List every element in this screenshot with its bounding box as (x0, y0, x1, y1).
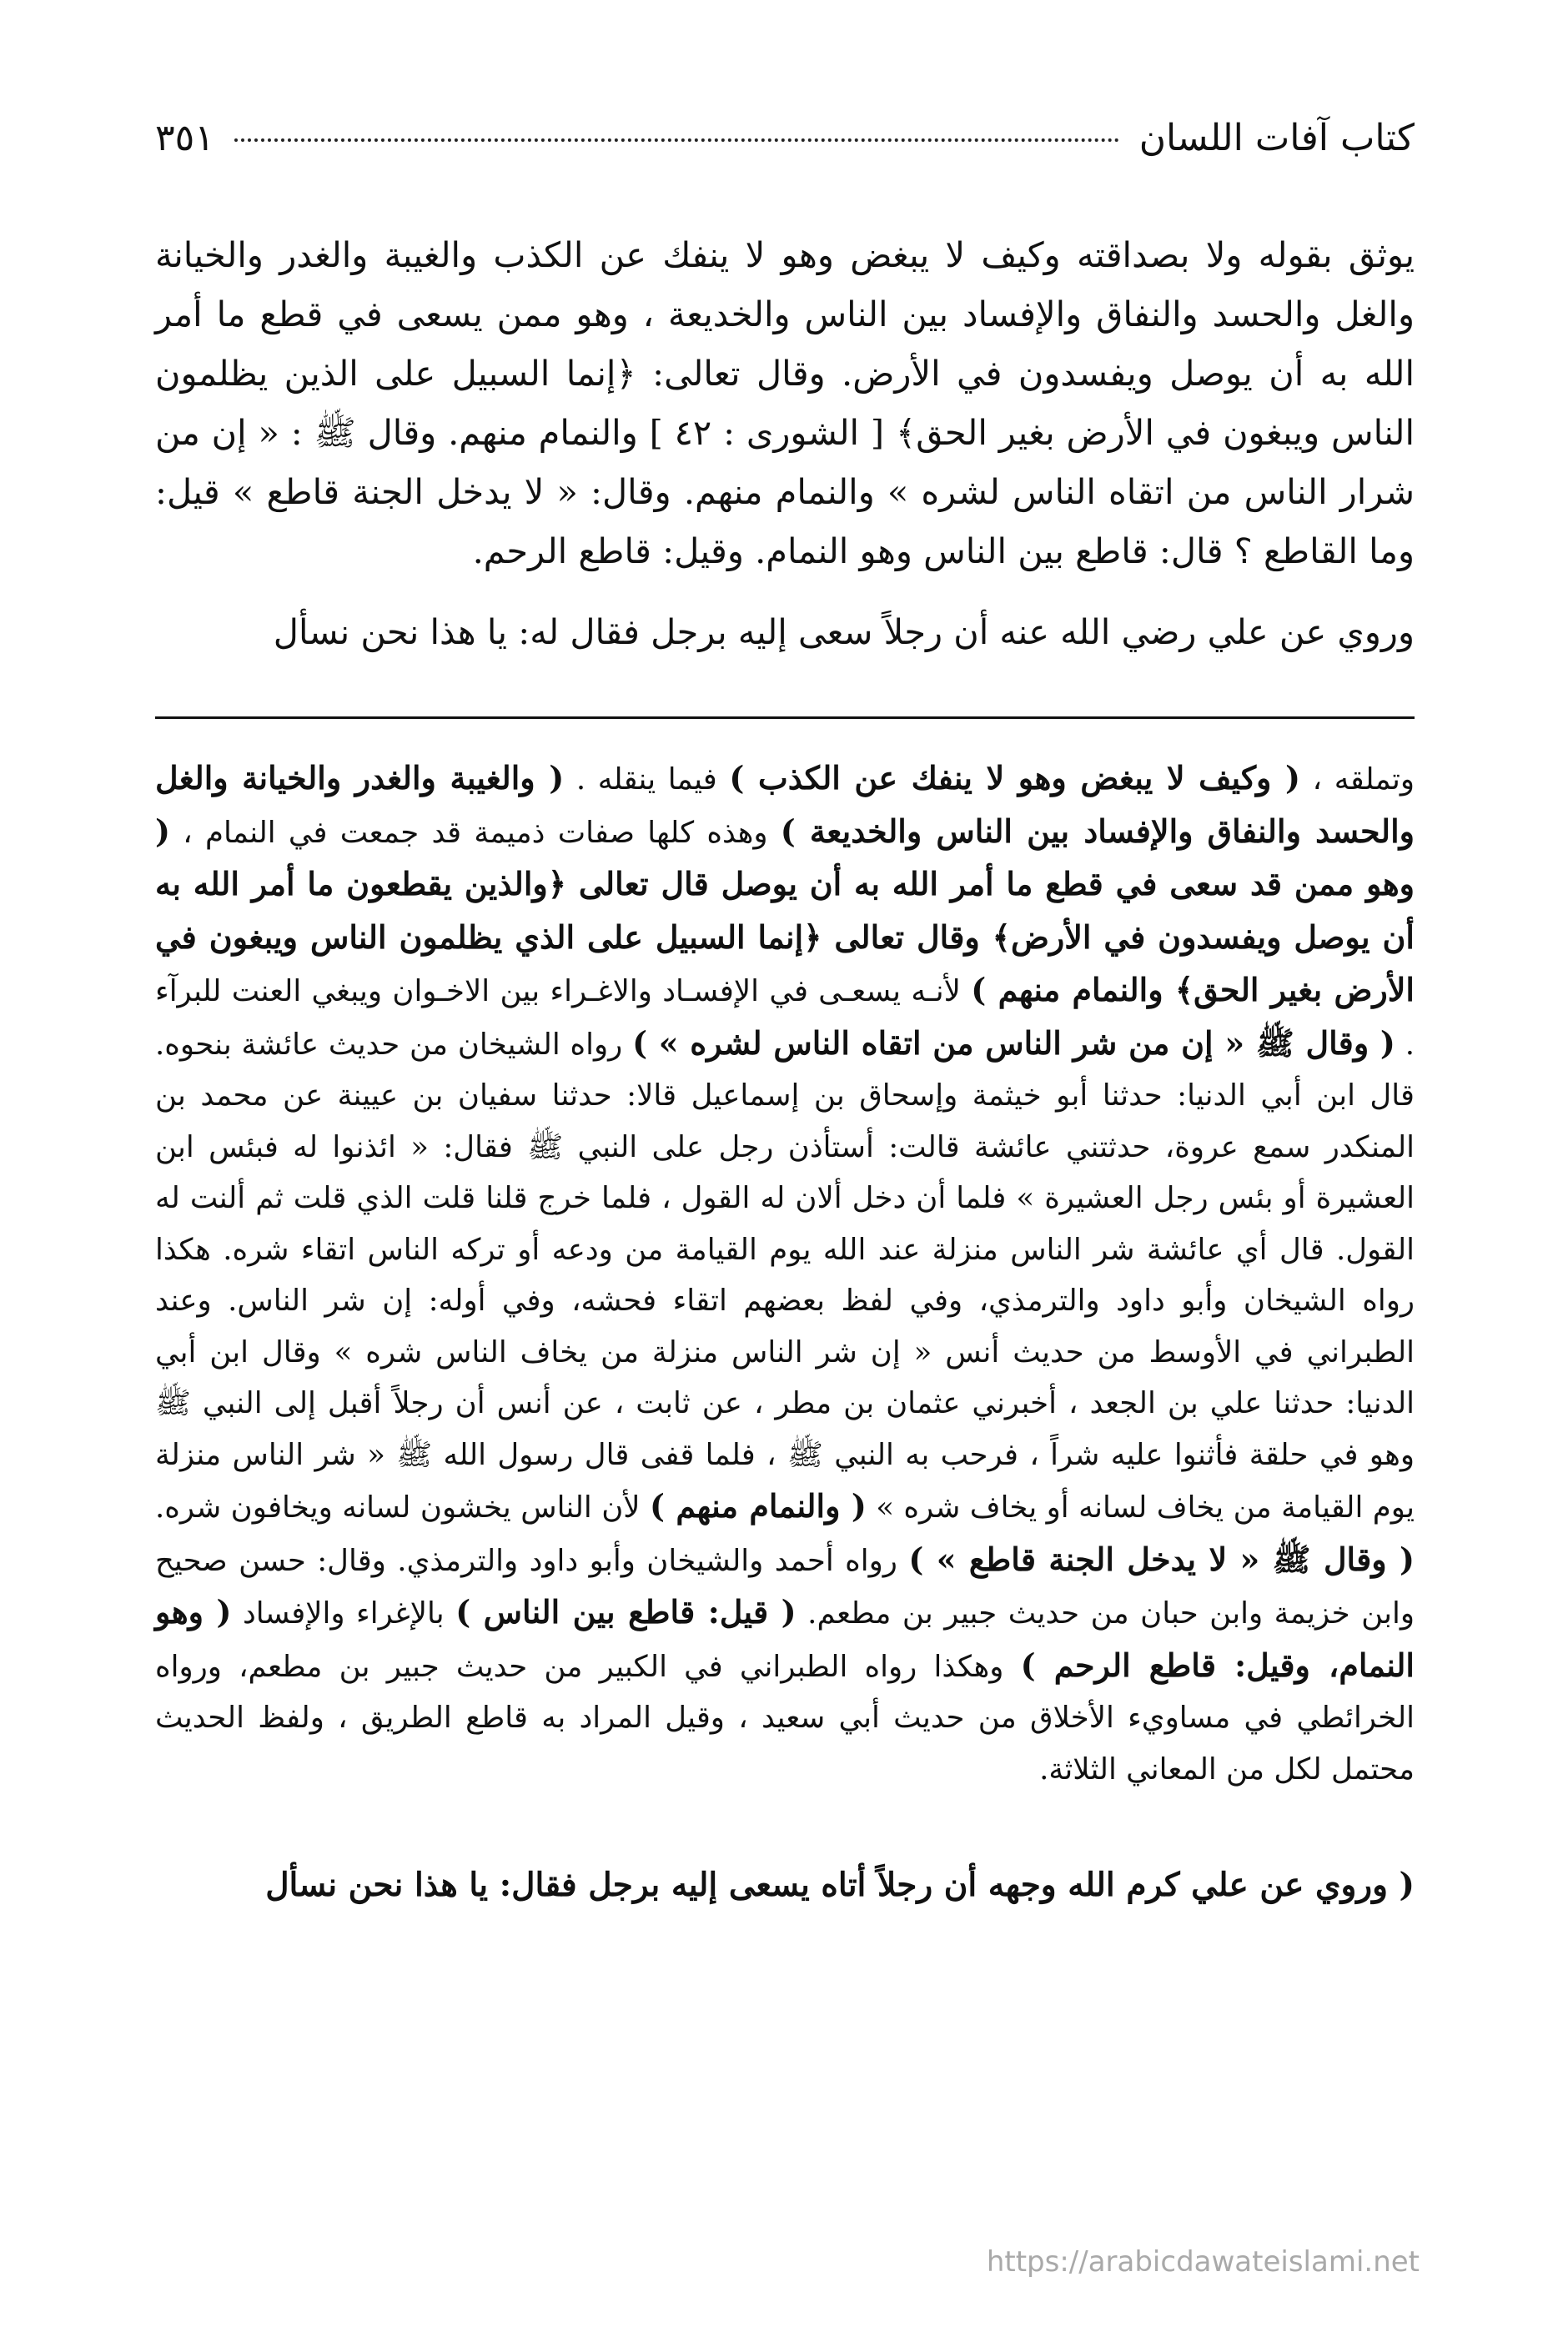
commentary-run: وهكذا رواه الطبراني في الكبير من حديث جبير بن مطعم، ورواه الخرائطي في مساويء الأخلاق من حديث أبي سعيد ، وقيل المراد به قاطع الطريق ، ولفظ الحديث محتمل لكل من المعاني الثلاثة. (155, 1649, 1415, 1787)
commentary-text (155, 752, 1415, 1795)
commentary-last-line: ( وروي عن علي كرم الله وجهه أن رجلاً أتاه يسعى إليه برجل فقال: يا هذا نحن نسأل (265, 1866, 1415, 1904)
commentary-quote-bold: ( وكيف لا يبغض وهو لا ينفك عن الكذب ) (729, 759, 1300, 797)
watermark-url: https://arabicdawateislami.net (986, 2245, 1420, 2279)
commentary-paragraph (155, 752, 1415, 1795)
commentary-quote-bold: ( وقال ﷺ « إن من شر الناس من اتقاه الناس لشره » ) (632, 1023, 1395, 1062)
commentary-quote-bold: ( وهو النمام، وقيل: قاطع الرحم ) (155, 1593, 1415, 1684)
running-header (155, 117, 1415, 175)
separator-rule (155, 716, 1415, 719)
commentary-run: وتملقه ، (1299, 762, 1415, 797)
book-title: كتاب آفات اللسان (1138, 117, 1415, 159)
commentary-quote-bold: ( والغيبة والغدر والخيانة والغل والحسد والنفاق والإفساد بين الناس والخديعة ) (155, 759, 1415, 850)
commentary-run: رواه أحمد والشيخان وأبو داود والترمذي. وقال: حسن صحيح وابن خزيمة وابن حبان من حديث جبير بن مطعم. (155, 1543, 1415, 1631)
commentary-quote-bold: ( وقال ﷺ « لا يدخل الجنة قاطع » ) (908, 1540, 1415, 1578)
commentary-run: وهذه كلها صفات ذميمة قد جمعت في النمام ، (169, 815, 781, 850)
commentary-run: لأن الناس يخشون لسانه ويخافون شره. (155, 1490, 650, 1525)
commentary-quote-bold: ( قيل: قاطع بين الناس ) (455, 1593, 797, 1631)
commentary-quote-bold: ( والنمام منهم ) (650, 1487, 867, 1525)
main-paragraph-2: وروي عن علي رضي الله عنه أن رجلاً سعى إليه برجل فقال له: يا هذا نحن نسأل (273, 611, 1415, 652)
main-paragraph-1: يوثق بقوله ولا بصداقته وكيف لا يبغض وهو لا ينفك عن الكذب والغيبة والغدر والخيانة والغل والحسد والنفاق والإفساد بين الناس والخديعة ، وهو ممن يسعى في قطع ما أمر الله به أن يوصل ويفسدون في الأرض. وقال تعالى: ﴿إنما السبيل على الذين يظلمون الناس ويبغون في الأرض بغير الحق﴾ [ الشورى : ٤٢ ] والنمام منهم. وقال ﷺ : « إن من شرار الناس من اتقاه الناس لشره » والنمام منهم. وقال: « لا يدخل الجنة قاطع » قيل: وما القاطع ؟ قال: قاطع بين الناس وهو النمام. وقيل: قاطع الرحم. (155, 234, 1415, 571)
main-text (155, 225, 1415, 661)
commentary-quote-bold: ( وهو ممن قد سعى في قطع ما أمر الله به أن يوصل قال تعالى ﴿والذين يقطعون ما أمر الله به أن يوصل ويفسدون في الأرض﴾ وقال تعالى ﴿إنما السبيل على الذي يظلمون الناس ويبغون في الأرض بغير الحق﴾ والنمام منهم ) (155, 812, 1415, 1008)
commentary-run: بالإغراء والإفساد (231, 1596, 456, 1631)
commentary-run: رواه الشيخان من حديث عائشة بنحوه. قال ابن أبي الدنيا: حدثنا أبو خيثمة وإسحاق بن إسماعيل قالا: حدثنا سفيان بن عيينة عن محمد بن المنكدر سمع عروة، حدثتني عائشة قالت: أستأذن رجل على النبي ﷺ فقال: « ائذنوا له فبئس ابن العشيرة أو بئس رجل العشيرة » فلما أن دخل ألان له القول ، فلما خرج قلنا قلت الذي قلت ثم ألنت له القول. قال أي عائشة شر الناس منزلة عند الله يوم القيامة من ودعه أو تركه الناس اتقاء شره. هكذا رواه الشيخان وأبو داود والترمذي، وفي لفظ بعضهم اتقاء فحشه، وفي أوله: إن شر الناس. وعند الطبراني في الأوسط من حديث أنس « إن شر الناس منزلة من يخاف الناس شره » وقال ابن أبي الدنيا: حدثنا علي بن الجعد ، أخبرني عثمان بن مطر ، عن ثابت ، عن أنس أن رجلاً أقبل إلى النبي ﷺ وهو في حلقة فأثنوا عليه شراً ، فرحب به النبي ﷺ ، فلما قفى قال رسول الله ﷺ « شر الناس منزلة يوم القيامة من يخاف لسانه أو يخاف شره » (155, 1027, 1415, 1525)
leader-dots (234, 138, 1119, 142)
book-page (155, 117, 1415, 1910)
commentary-run: فيما ينقله . (564, 762, 730, 797)
page-number: ٣٥١ (155, 117, 214, 159)
commentary-run: لأنـه يسعـى في الإفسـاد والاغـراء بين الاخـوان ويبغي العنت للبرآء . (155, 974, 1415, 1062)
